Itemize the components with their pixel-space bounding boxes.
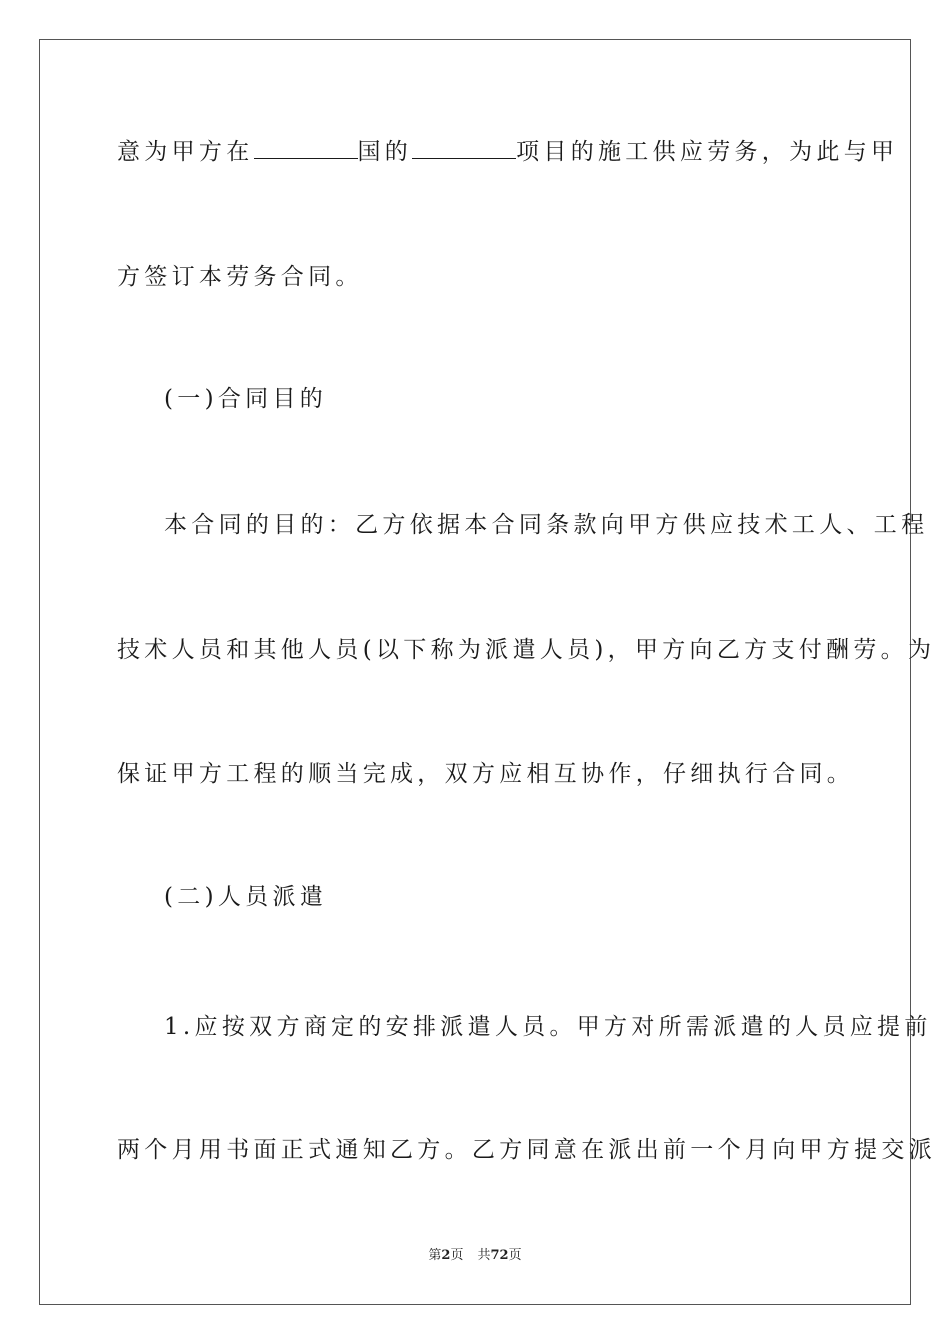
total-prefix: 共 <box>477 1248 491 1263</box>
fill-in-blank-country <box>254 136 358 159</box>
page-suffix: 页 <box>450 1248 464 1263</box>
paragraph-line-2: 方签订本劳务合同。 <box>117 264 363 290</box>
paragraph-line-3: 本合同的目的：乙方依据本合同条款向甲方供应技术工人、工程 <box>164 512 929 538</box>
page-number: 2 <box>441 1248 451 1263</box>
page-border <box>39 39 911 1305</box>
paragraph-line-5: 保证甲方工程的顺当完成，双方应相互协作，仔细执行合同。 <box>117 761 855 787</box>
section-heading-personnel-dispatch: (二)人员派遣 <box>164 884 328 910</box>
paragraph-line-6: 1.应按双方商定的安排派遣人员。甲方对所需派遣的人员应提前 <box>164 1014 932 1040</box>
paragraph-line-1 <box>117 136 898 167</box>
section-heading-contract-purpose: (一)合同目的 <box>164 386 328 412</box>
paragraph-line-7: 两个月用书面正式通知乙方。乙方同意在派出前一个月向甲方提交派 <box>117 1137 936 1163</box>
paragraph-line-4: 技术人员和其他人员(以下称为派遣人员)，甲方向乙方支付酬劳。为 <box>117 637 936 663</box>
fill-in-blank-project <box>412 136 516 159</box>
page-footer <box>0 1247 950 1265</box>
total-suffix: 页 <box>508 1248 522 1263</box>
page-prefix: 第 <box>428 1248 442 1263</box>
text-segment: 项目的施工供应劳务，为此与甲 <box>516 139 899 165</box>
text-segment: 国的 <box>357 139 413 165</box>
total-pages: 72 <box>490 1248 509 1263</box>
text-segment: 意为甲方在 <box>117 139 254 165</box>
